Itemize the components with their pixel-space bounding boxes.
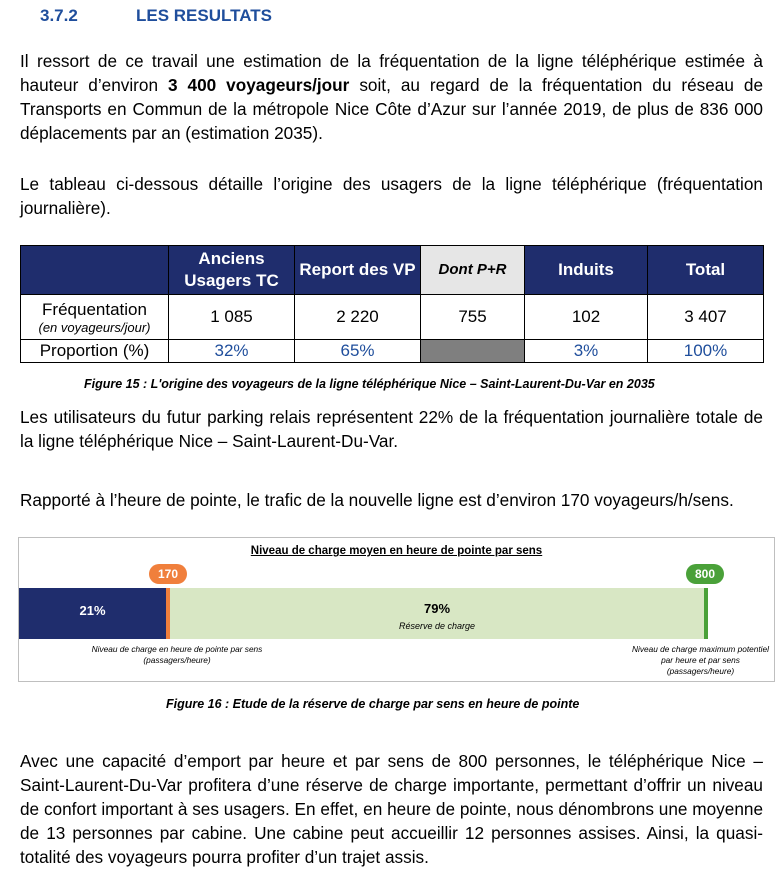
bar-reserve-label: 79% [423,601,451,616]
figure-16-caption: Figure 16 : Etude de la réserve de charge par sens en heure de pointe [166,697,580,711]
marker-max-badge: 800 [686,564,724,584]
table-cell: 2 220 [295,295,421,340]
table-header-empty [21,246,169,295]
chart-title: Niveau de charge moyen en heure de pointe par sens [250,545,543,557]
table-cell: 100% [648,340,764,363]
bar-load-label: 21% [79,603,106,618]
reserve-caption: Réserve de charge [398,621,476,631]
table-header-row [21,246,764,295]
paragraph-estimation [20,49,763,145]
table-cell: 1 085 [169,295,295,340]
table-header-anciens: Anciens Usagers TC [169,246,295,295]
marker-current-badge: 170 [149,564,187,584]
chart-note-right: Niveau de charge maximum potentiel par heure et par sens (passagers/heure) [632,644,769,676]
table-cell-grey [421,340,525,363]
section-heading [40,6,272,26]
origin-table [20,245,764,363]
table-cell: 755 [421,295,525,340]
paragraph-table-intro: Le tableau ci-dessous détaille l’origine des usagers de la ligne téléphérique (fréquentation journalière). [20,174,763,218]
figure-15-caption: Figure 15 : L'origine des voyageurs de la ligne téléphérique Nice – Saint-Laurent-Du-Var en 2035 [84,377,655,391]
table-header-total: Total [648,246,764,295]
table-row [21,295,764,340]
table-cell: 65% [295,340,421,363]
para1-bold: 3 400 voyageurs/jour [167,75,350,95]
table-header-report: Report des VP [295,246,421,295]
para1-before: Il ressort de ce travail une estimation de la fréquentation de la ligne téléphérique estimée à hauteur d’environ [20,51,763,95]
load-chart [18,537,775,682]
table-row [21,340,764,363]
row-label-proportion: Proportion (%) [21,340,169,363]
table-cell: 3% [525,340,648,363]
table-cell: 32% [169,340,295,363]
paragraph-capacity: Avec une capacité d’emport par heure et par sens de 800 personnes, le téléphérique Nice – Saint-Laurent-Du-Var profitera d’une réserve de charge importante, permettant d’offrir un niveau de confort important à ses usagers. En effet, en heure de pointe, nous dénombrons une moyenne de 13 personnes par cabine. Une cabine peut accueillir 12 personnes assises. Ainsi, la quasi-totalité des voyageurs pourra profiter d’un trajet assis. [20,751,763,867]
paragraph-peak-hour: Rapporté à l’heure de pointe, le trafic de la nouvelle ligne est d’environ 170 voyageurs/h/sens. [20,490,734,510]
para1-after: soit, au regard de la fréquentation du réseau de Transports en Commun de la métropole Nice Côte d’Azur sur l’année 2019, de plus de 836 000 déplacements par an (estimation 2035). [20,75,764,143]
chart-note-left: Niveau de charge en heure de pointe par sens (passagers/heure) [91,644,263,665]
section-number: 3.7.2 [40,6,78,25]
table-cell: 102 [525,295,648,340]
paragraph-parking: Les utilisateurs du futur parking relais représentent 22% de la fréquentation journalière totale de la ligne téléphérique Nice – Saint-Laurent-Du-Var. [20,407,763,451]
row1-sublabel: (en voyageurs/jour) [38,319,151,335]
table-header-pr: Dont P+R [421,246,525,295]
table-header-induits: Induits [525,246,648,295]
section-title: LES RESULTATS [136,6,272,25]
row-label-frequentation [21,295,169,340]
marker-line-max [704,588,708,639]
table-cell: 3 407 [648,295,764,340]
row1-label: Fréquentation [42,299,147,319]
